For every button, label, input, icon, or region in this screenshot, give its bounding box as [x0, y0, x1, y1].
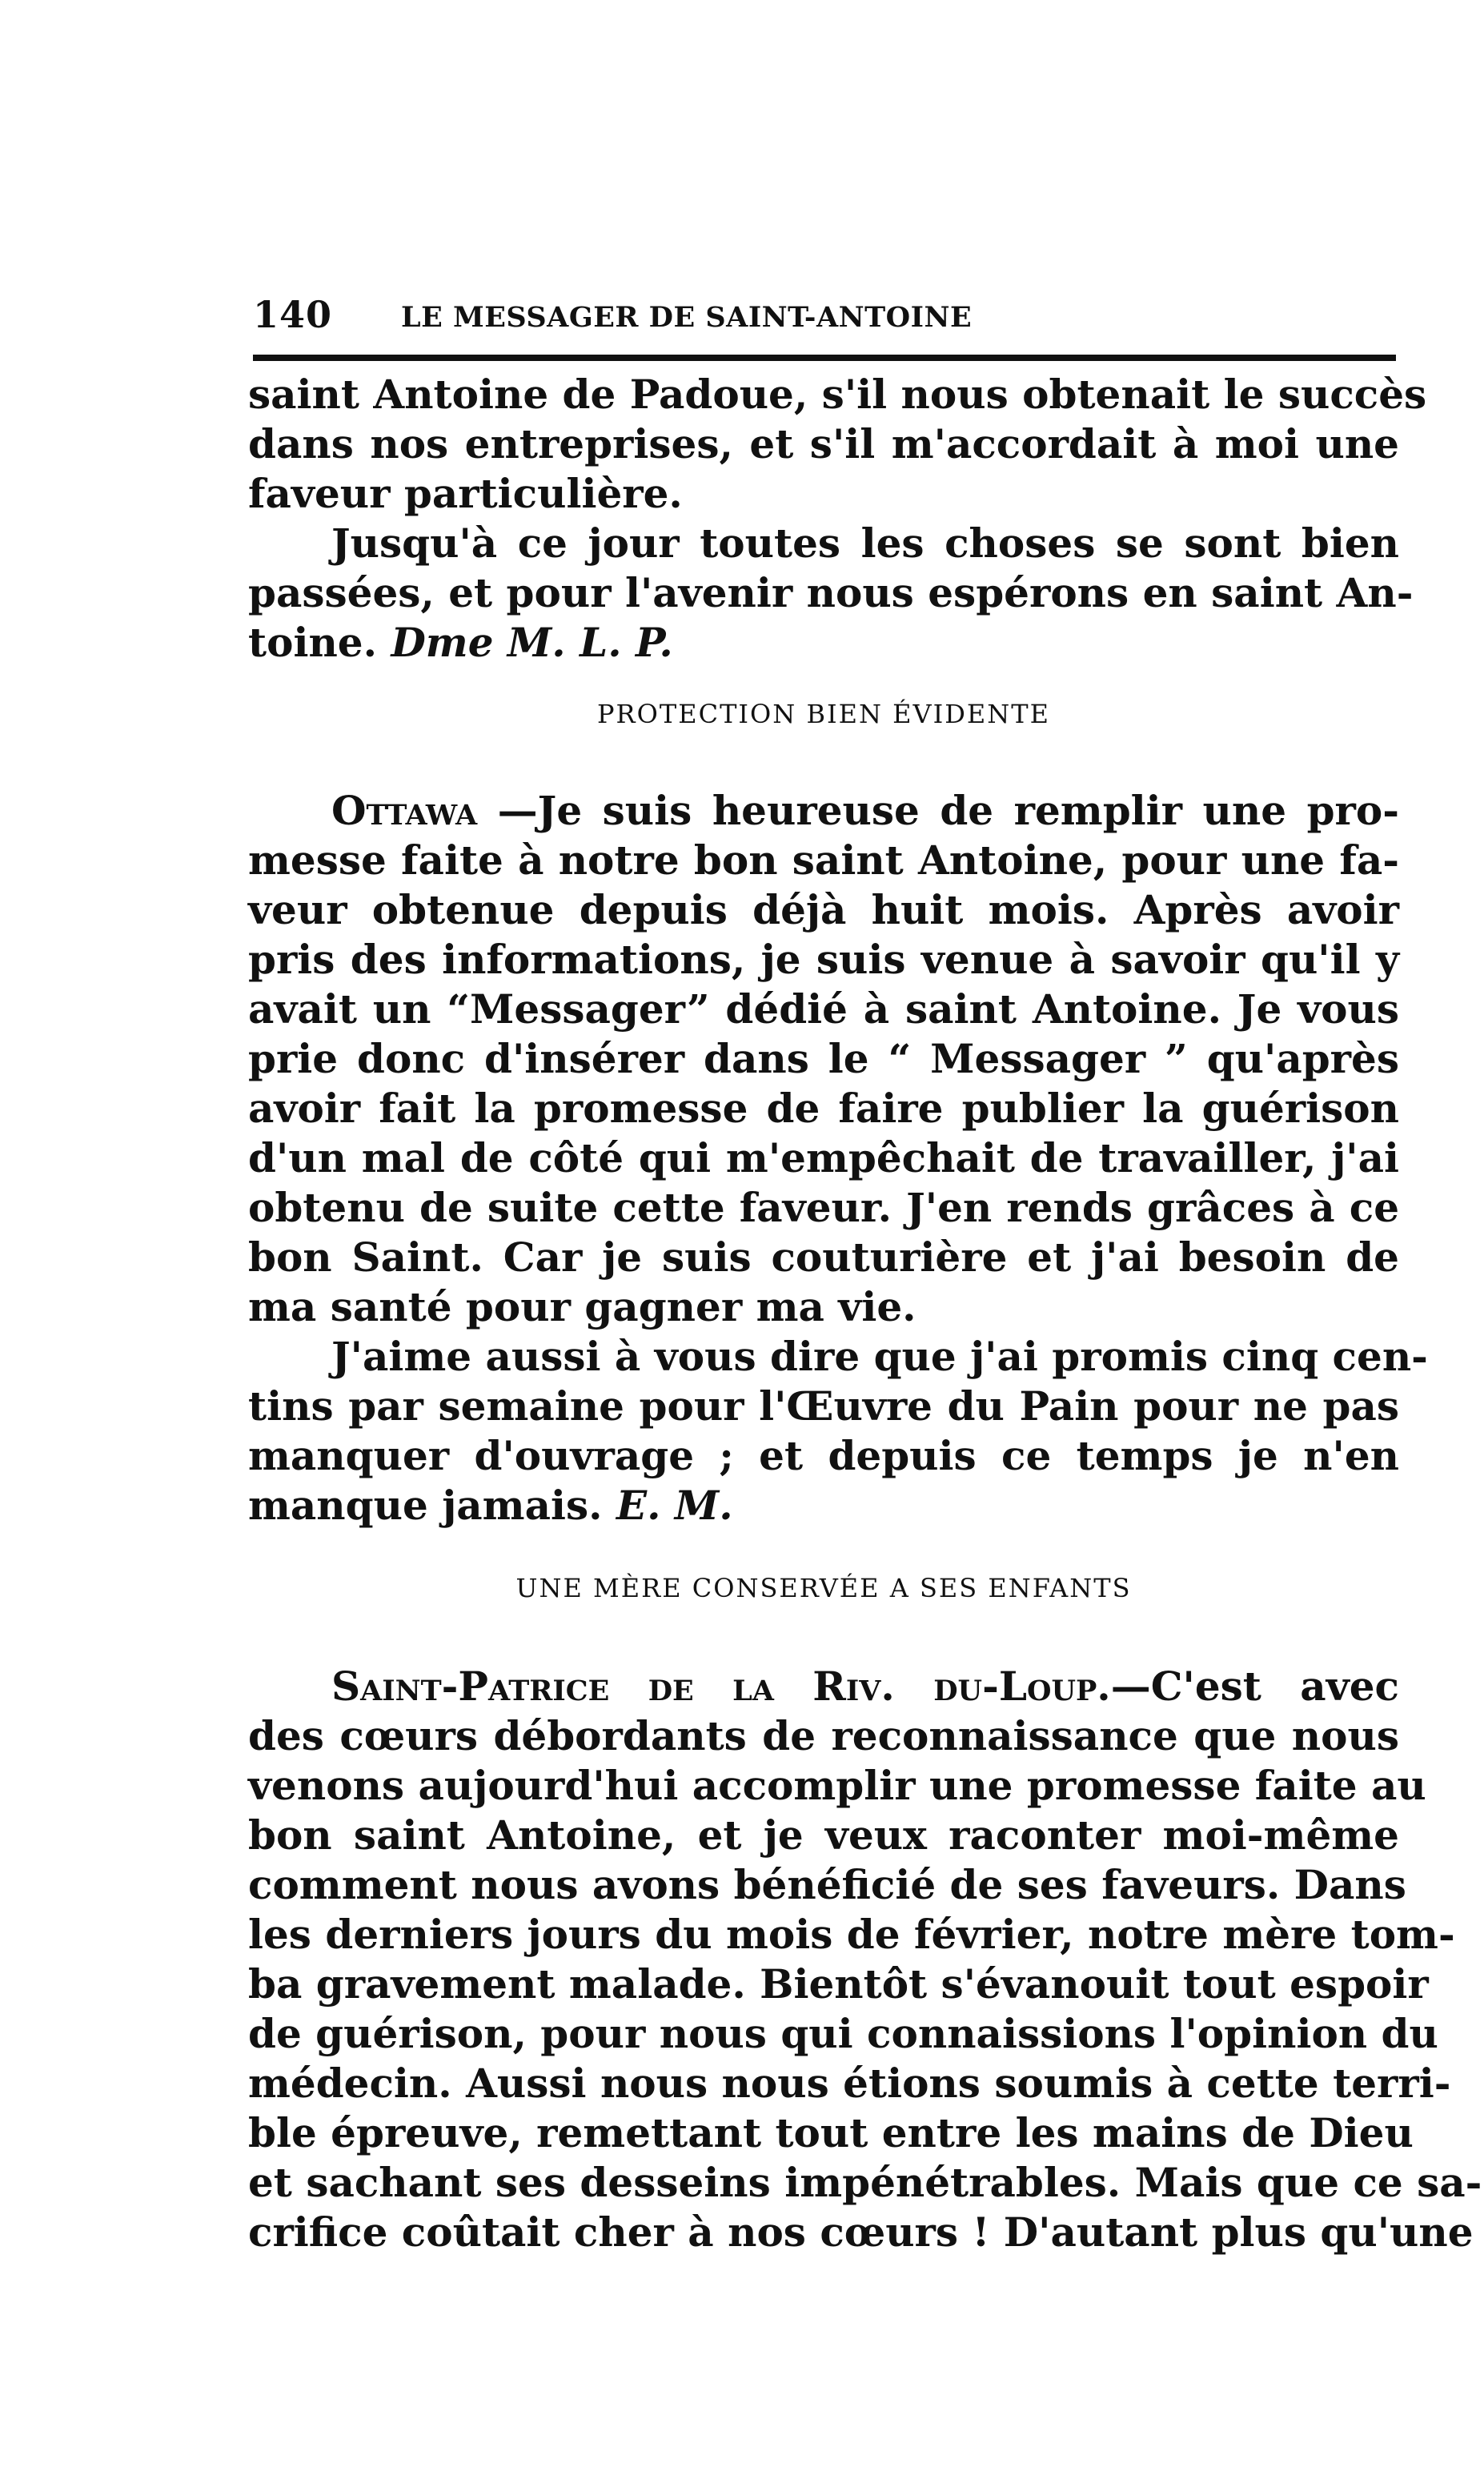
text-line: pris des informations, je suis venue à savoir qu'il y: [248, 936, 1399, 983]
text-line: Jusqu'à ce jour toutes les choses se sont bien: [331, 519, 1399, 567]
text-line: messe faite à notre bon saint Antoine, pour une fa-: [248, 836, 1399, 884]
text-line: ble épreuve, remettant tout entre les mains de Dieu: [248, 2109, 1414, 2156]
place-name: Ottawa: [331, 787, 478, 834]
text-line: crifice coûtait cher à nos cœurs ! D'autant plus qu'une: [248, 2208, 1474, 2256]
text-line: prie donc d'insérer dans le “ Messager ” qu'après: [248, 1035, 1399, 1082]
place-name: Saint-Patrice de la Riv. du-Loup.: [331, 1663, 1111, 1710]
text-line: [248, 786, 1399, 836]
section-heading: PROTECTION BIEN ÉVIDENTE: [597, 699, 1050, 729]
text-line: venons aujourd'hui accomplir une promesse faite au: [248, 1762, 1426, 1809]
text-line: faveur particulière.: [248, 470, 683, 517]
text-line: comment nous avons bénéficié de ses faveurs. Dans: [248, 1861, 1406, 1908]
text-line: médecin. Aussi nous nous étions soumis à cette terri-: [248, 2060, 1451, 2107]
text-line: veur obtenue depuis déjà huit mois. Après avoir: [248, 886, 1399, 933]
text-line: bon Saint. Car je suis couturière et j'ai besoin de: [248, 1233, 1399, 1281]
text-fragment: manque jamais.: [248, 1482, 603, 1529]
signature: Dme M. L. P.: [391, 619, 673, 666]
text-line: [248, 1662, 1399, 1711]
text-line: dans nos entreprises, et s'il m'accordait à moi une: [248, 420, 1399, 467]
signature-line: [248, 618, 1399, 668]
text-line: avait un “Messager” dédié à saint Antoine. Je vous: [248, 985, 1399, 1033]
text-line: ma santé pour gagner ma vie.: [248, 1283, 916, 1330]
text-line: avoir fait la promesse de faire publier la guérison: [248, 1085, 1399, 1132]
running-title: LE MESSAGER DE SAINT-ANTOINE: [401, 301, 973, 334]
text-line: obtenu de suite cette faveur. J'en rends grâces à ce: [248, 1184, 1399, 1231]
text-line: passées, et pour l'avenir nous espérons en saint An-: [248, 569, 1414, 616]
text-line: et sachant ses desseins impénétrables. Mais que ce sa-: [248, 2159, 1482, 2206]
text-line: d'un mal de côté qui m'empêchait de travailler, j'ai: [248, 1134, 1399, 1181]
text-fragment: —Je suis heureuse de remplir une pro-: [497, 787, 1399, 834]
text-line: de guérison, pour nous qui connaissions l'opinion du: [248, 2010, 1438, 2057]
page-header: [253, 293, 1390, 349]
text-fragment: toine.: [248, 619, 378, 666]
text-line: des cœurs débordants de reconnaissance que nous: [248, 1712, 1399, 1759]
header-rule: [253, 355, 1396, 361]
signature-line: [248, 1481, 1399, 1530]
text-line: manquer d'ouvrage ; et depuis ce temps je n'en: [248, 1432, 1399, 1479]
signature: E. M.: [616, 1482, 733, 1529]
text-line: tins par semaine pour l'Œuvre du Pain pour ne pas: [248, 1382, 1399, 1430]
text-line: J'aime aussi à vous dire que j'ai promis cinq cen-: [331, 1333, 1428, 1380]
section-heading: UNE MÈRE CONSERVÉE A SES ENFANTS: [515, 1573, 1132, 1603]
body-text: [248, 370, 1482, 2257]
text-line: bon saint Antoine, et je veux raconter moi-même: [248, 1811, 1399, 1859]
page-number: 140: [253, 293, 333, 336]
text-fragment: —C'est avec: [1110, 1663, 1400, 1710]
text-line: saint Antoine de Padoue, s'il nous obtenait le succès: [248, 371, 1427, 418]
text-line: les derniers jours du mois de février, notre mère tom-: [248, 1911, 1455, 1958]
text-line: ba gravement malade. Bientôt s'évanouit tout espoir: [248, 1960, 1429, 2008]
